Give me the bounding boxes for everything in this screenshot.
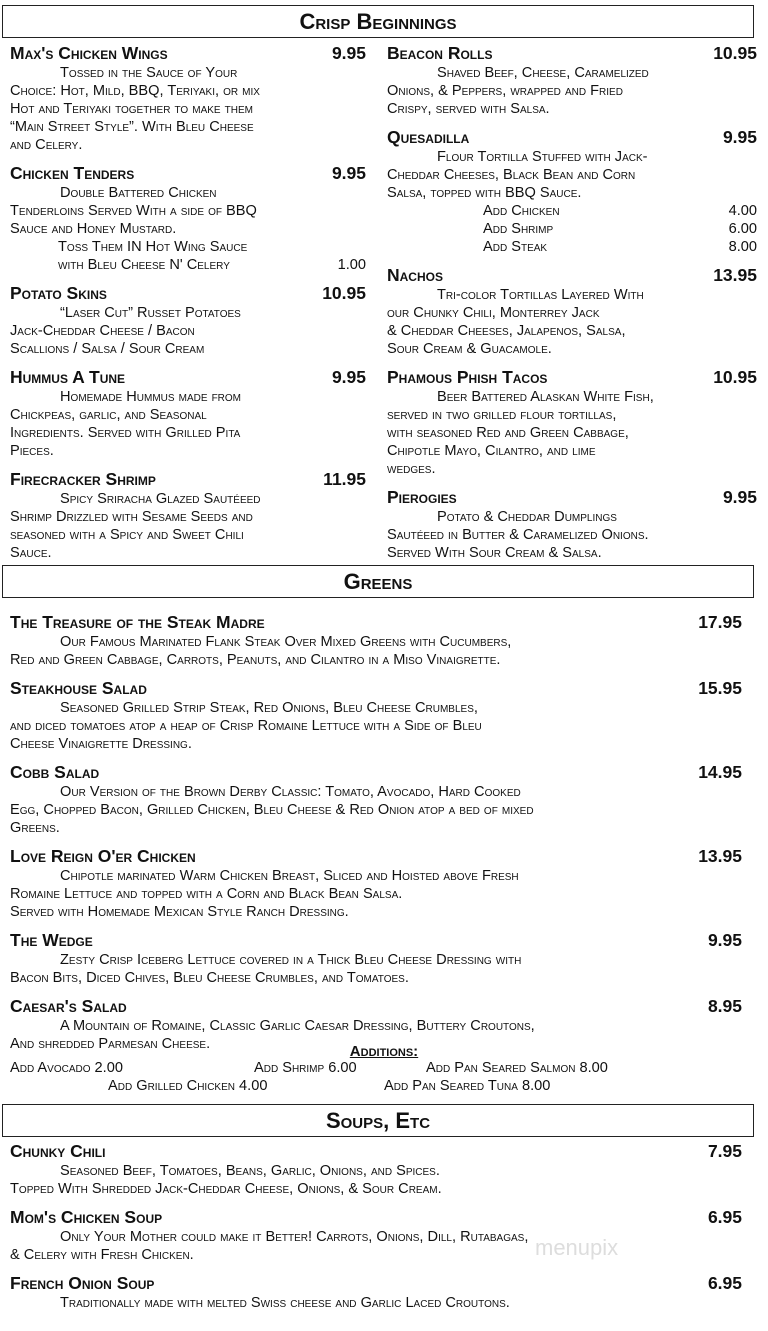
menu-item <box>387 367 757 478</box>
item-price: 9.95 <box>331 367 366 387</box>
menu-item <box>10 930 742 987</box>
item-price: 13.95 <box>698 846 742 866</box>
crisp-right-column <box>387 43 757 571</box>
addon-price: 1.00 <box>337 257 366 273</box>
addon-price: 6.00 <box>728 221 757 237</box>
item-description-line: Spicy Sriracha Glazed Sautéeed <box>60 491 261 507</box>
addon-price: 4.00 <box>728 203 757 219</box>
item-price: 7.95 <box>707 1141 742 1161</box>
item-description-line: Our Version of the Brown Derby Classic: Tomato, Avocado, Hard Cooked <box>60 784 521 800</box>
item-description-line: Jack-Cheddar Cheese / Bacon <box>10 323 195 339</box>
item-price: 13.95 <box>713 265 757 285</box>
item-description-line: Tri-color Tortillas Layered With <box>437 287 644 303</box>
item-description-line: Tenderloins Served With a side of BBQ <box>10 203 257 219</box>
item-description-line: Choice: Hot, Mild, BBQ, Teriyaki, or mix <box>10 83 260 99</box>
item-price: 14.95 <box>698 762 742 782</box>
item-name: The Wedge <box>10 930 93 950</box>
item-description-line: wedges. <box>387 461 436 477</box>
item-description-line: Seasoned Grilled Strip Steak, Red Onions, Bleu Cheese Crumbles, <box>60 700 478 716</box>
item-title-row <box>10 163 366 184</box>
section-title: Soups, Etc <box>325 1108 431 1133</box>
item-name: Phamous Phish Tacos <box>387 367 548 387</box>
item-name: Beacon Rolls <box>387 43 493 63</box>
soups-list <box>10 1141 742 1321</box>
item-title-row <box>10 469 366 490</box>
menu-item <box>10 163 366 274</box>
addon-label: with Bleu Cheese N' Celery <box>58 257 230 273</box>
item-description-line: Sauce and Honey Mustard. <box>10 221 177 237</box>
item-price: 9.95 <box>722 127 757 147</box>
item-description-line: Sautéeed in Butter & Caramelized Onions. <box>387 527 649 543</box>
item-title-row <box>10 1141 742 1162</box>
item-name: Chicken Tenders <box>10 163 135 183</box>
section-title: Greens <box>343 569 413 594</box>
menu-item <box>387 487 757 562</box>
item-price: 11.95 <box>323 469 366 489</box>
section-title: Crisp Beginnings <box>299 9 457 34</box>
item-description-line: Pieces. <box>10 443 54 459</box>
addition-item: Add Pan Seared Tuna 8.00 <box>384 1078 551 1094</box>
addition-item: Add Grilled Chicken 4.00 <box>108 1078 268 1094</box>
item-description-line: Egg, Chopped Bacon, Grilled Chicken, Bleu Cheese & Red Onion atop a bed of mixed <box>10 802 534 818</box>
item-name: Cobb Salad <box>10 762 100 782</box>
item-description-line: Chipotle marinated Warm Chicken Breast, Sliced and Hoisted above Fresh <box>60 868 519 884</box>
item-description-line: Shaved Beef, Cheese, Caramelized <box>437 65 649 81</box>
item-description-line: Chipotle Mayo, Cilantro, and lime <box>387 443 596 459</box>
item-price: 6.95 <box>707 1207 742 1227</box>
item-name: Potato Skins <box>10 283 107 303</box>
item-name: Mom's Chicken Soup <box>10 1207 163 1227</box>
item-description-line: Only Your Mother could make it Better! Carrots, Onions, Dill, Rutabagas, <box>60 1229 529 1245</box>
item-description-line: Onions, & Peppers, wrapped and Fried <box>387 83 623 99</box>
menu-item <box>10 43 366 154</box>
item-description-line: Shrimp Drizzled with Sesame Seeds and <box>10 509 253 525</box>
menu-item <box>387 127 757 256</box>
item-description-line: Homemade Hummus made from <box>60 389 242 405</box>
addon-label: Toss Them IN Hot Wing Sauce <box>58 239 248 255</box>
item-addon <box>387 238 757 256</box>
item-description-line: Flour Tortilla Stuffed with Jack- <box>437 149 648 165</box>
item-addon <box>387 202 757 220</box>
menu-item <box>10 762 742 837</box>
item-price: 9.95 <box>722 487 757 507</box>
item-description-line: Crispy, served with Salsa. <box>387 101 550 117</box>
item-description-line: Cheddar Cheeses, Black Bean and Corn <box>387 167 636 183</box>
item-description-line: & Cheddar Cheeses, Jalapenos, Salsa, <box>387 323 626 339</box>
item-description-line: A Mountain of Romaine, Classic Garlic Caesar Dressing, Buttery Croutons, <box>60 1018 535 1034</box>
item-description-line: Traditionally made with melted Swiss cheese and Garlic Laced Croutons. <box>60 1295 510 1311</box>
item-name: The Treasure of the Steak Madre <box>10 612 265 632</box>
item-description-line: & Celery with Fresh Chicken. <box>10 1247 194 1263</box>
menu-item <box>10 678 742 753</box>
item-title-row <box>10 1273 742 1294</box>
item-price: 6.95 <box>707 1273 742 1293</box>
addon-label: Add Steak <box>483 239 548 255</box>
menu-item <box>10 1273 742 1312</box>
item-title-row <box>10 43 366 64</box>
item-description-line: Seasoned Beef, Tomatoes, Beans, Garlic, Onions, and Spices. <box>60 1163 440 1179</box>
menu-item <box>10 283 366 358</box>
item-price: 9.95 <box>707 930 742 950</box>
item-description-line: Greens. <box>10 820 60 836</box>
item-price: 17.95 <box>698 612 742 632</box>
item-addon <box>387 220 757 238</box>
addition-item: Add Pan Seared Salmon 8.00 <box>426 1060 608 1076</box>
item-description-line: Our Famous Marinated Flank Steak Over Mixed Greens with Cucumbers, <box>60 634 512 650</box>
addition-item: Add Avocado 2.00 <box>10 1060 123 1076</box>
item-description-line: Potato & Cheddar Dumplings <box>437 509 617 525</box>
item-title-row <box>387 367 757 388</box>
item-description-line: Scallions / Salsa / Sour Cream <box>10 341 205 357</box>
item-addon <box>10 238 366 256</box>
menu-item <box>10 469 366 562</box>
item-name: Pierogies <box>387 487 457 507</box>
addon-price: 8.00 <box>728 239 757 255</box>
item-description-line: Hot and Teriyaki together to make them <box>10 101 253 117</box>
item-price: 15.95 <box>698 678 742 698</box>
additions-heading: Additions: <box>349 1043 419 1060</box>
item-name: Caesar's Salad <box>10 996 127 1016</box>
item-description-line: and Celery. <box>10 137 83 153</box>
section-header-greens <box>2 565 754 598</box>
item-description-line: Red and Green Cabbage, Carrots, Peanuts, and Cilantro in a Miso Vinaigrette. <box>10 652 501 668</box>
item-name: Firecracker Shrimp <box>10 469 156 489</box>
item-description-line: Double Battered Chicken <box>60 185 217 201</box>
item-description-line: our Chunky Chili, Monterrey Jack <box>387 305 600 321</box>
item-description-line: Topped With Shredded Jack-Cheddar Cheese, Onions, & Sour Cream. <box>10 1181 442 1197</box>
item-description-line: Bacon Bits, Diced Chives, Bleu Cheese Crumbles, and Tomatoes. <box>10 970 409 986</box>
item-description-line: seasoned with a Spicy and Sweet Chili <box>10 527 244 543</box>
item-description-line: “Main Street Style”. With Bleu Cheese <box>10 119 254 135</box>
item-name: Max's Chicken Wings <box>10 43 168 63</box>
item-description-line: And shredded Parmesan Cheese. <box>10 1036 211 1052</box>
item-name: French Onion Soup <box>10 1273 155 1293</box>
menu-item <box>10 1141 742 1198</box>
crisp-left-column <box>10 43 366 571</box>
item-price: 10.95 <box>713 367 757 387</box>
item-description-line: Sauce. <box>10 545 52 561</box>
item-name: Nachos <box>387 265 443 285</box>
item-description-line: Salsa, topped with BBQ Sauce. <box>387 185 582 201</box>
addon-label: Add Chicken <box>483 203 560 219</box>
item-description-line: and diced tomatoes atop a heap of Crisp Romaine Lettuce with a Side of Bleu <box>10 718 482 734</box>
item-title-row <box>387 127 757 148</box>
item-title-row <box>10 996 742 1017</box>
addon-label: Add Shrimp <box>483 221 554 237</box>
item-title-row <box>10 612 742 633</box>
item-title-row <box>10 367 366 388</box>
item-name: Chunky Chili <box>10 1141 106 1161</box>
item-description-line: Romaine Lettuce and topped with a Corn and Black Bean Salsa. <box>10 886 403 902</box>
item-title-row <box>387 43 757 64</box>
item-title-row <box>387 265 757 286</box>
menu-item <box>10 612 742 669</box>
item-description-line: Tossed in the Sauce of Your <box>60 65 238 81</box>
item-title-row <box>10 846 742 867</box>
watermark: menupix <box>535 1235 619 1260</box>
item-name: Steakhouse Salad <box>10 678 147 698</box>
item-description-line: with seasoned Red and Green Cabbage, <box>387 425 629 441</box>
menu-item <box>387 265 757 358</box>
item-description-line: “Laser Cut” Russet Potatoes <box>60 305 241 321</box>
item-title-row <box>10 283 366 304</box>
item-price: 10.95 <box>713 43 757 63</box>
item-price: 8.95 <box>707 996 742 1016</box>
item-description-line: Sour Cream & Guacamole. <box>387 341 552 357</box>
greens-list <box>10 612 742 1062</box>
item-title-row <box>387 487 757 508</box>
item-title-row <box>10 930 742 951</box>
item-name: Quesadilla <box>387 127 470 147</box>
menu-item <box>10 367 366 460</box>
menu-item <box>10 1207 742 1264</box>
section-header-soups <box>2 1104 754 1137</box>
item-description-line: Beer Battered Alaskan White Fish, <box>437 389 654 405</box>
menu-item <box>387 43 757 118</box>
item-title-row <box>10 762 742 783</box>
item-description-line: Served with Homemade Mexican Style Ranch Dressing. <box>10 904 349 920</box>
item-description-line: Ingredients. Served with Grilled Pita <box>10 425 241 441</box>
item-price: 9.95 <box>331 43 366 63</box>
item-description-line: Cheese Vinaigrette Dressing. <box>10 736 192 752</box>
item-description-line: served in two grilled flour tortillas, <box>387 407 617 423</box>
item-title-row <box>10 1207 742 1228</box>
item-description-line: Served With Sour Cream & Salsa. <box>387 545 602 561</box>
addition-item: Add Shrimp 6.00 <box>254 1060 357 1076</box>
item-name: Hummus A Tune <box>10 367 126 387</box>
item-addon <box>10 256 366 274</box>
item-name: Love Reign O'er Chicken <box>10 846 196 866</box>
item-description-line: Chickpeas, garlic, and Seasonal <box>10 407 207 423</box>
section-header-crisp-beginnings <box>2 5 754 38</box>
item-title-row <box>10 678 742 699</box>
item-price: 9.95 <box>331 163 366 183</box>
item-description-line: Zesty Crisp Iceberg Lettuce covered in a Thick Bleu Cheese Dressing with <box>60 952 522 968</box>
item-price: 10.95 <box>322 283 366 303</box>
menu-item <box>10 846 742 921</box>
